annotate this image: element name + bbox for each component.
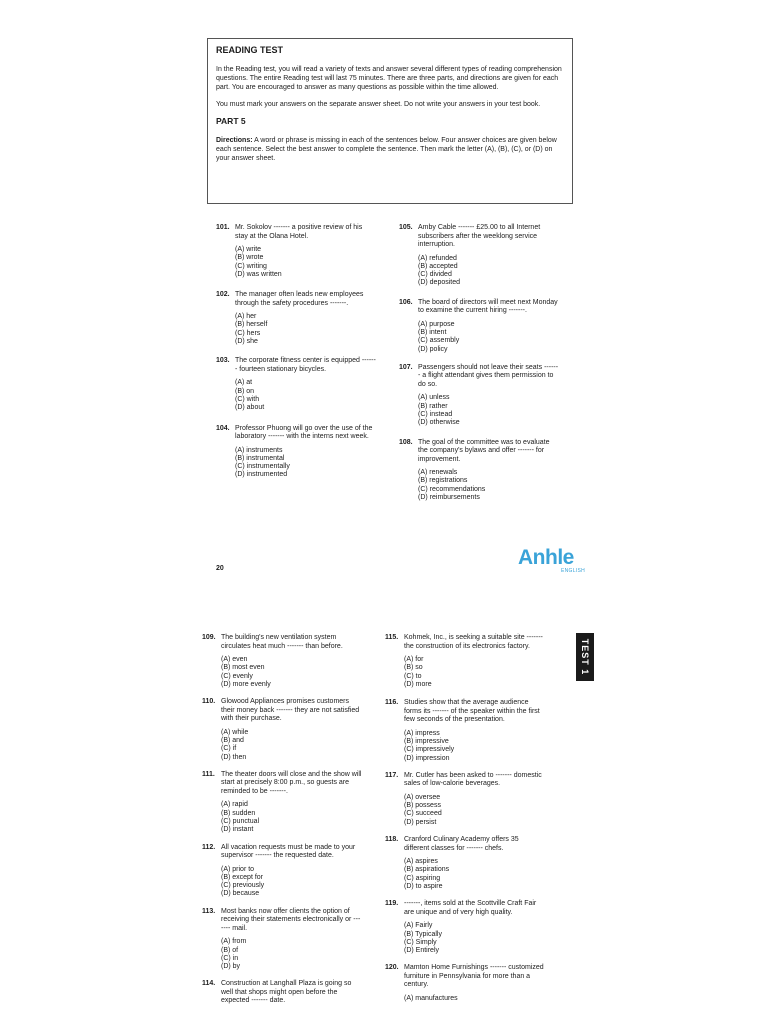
question-text: All vacation requests must be made to your supervisor ------- the requested date. bbox=[221, 843, 356, 860]
question-number: 110. bbox=[202, 698, 216, 706]
answer-option: (A) unless bbox=[418, 394, 450, 402]
question-text: Mr. Cutler has been asked to ------- domestic sales of low-calorie beverages. bbox=[404, 771, 542, 788]
question-item bbox=[399, 299, 559, 354]
question-item bbox=[385, 836, 545, 891]
answer-option: (D) then bbox=[221, 753, 247, 761]
question-item bbox=[216, 357, 376, 412]
answer-option: (B) wrote bbox=[235, 254, 264, 262]
question-number: 115. bbox=[385, 634, 399, 641]
page2-left-questions bbox=[202, 634, 362, 1011]
question-number: 101. bbox=[216, 224, 230, 231]
answer-option: (D) because bbox=[221, 890, 260, 898]
answer-option: (C) with bbox=[235, 395, 260, 403]
question-item bbox=[202, 634, 362, 689]
answer-option: (C) previously bbox=[221, 882, 265, 890]
answer-option: (B) accepted bbox=[418, 262, 458, 270]
question-number: 113. bbox=[202, 907, 216, 915]
question-text: Studies show that the average audience forms its ------- of the speaker within the first few seconds of the presentation. bbox=[404, 699, 540, 724]
question-text: Passengers should not leave their seats ------- a flight attendant gives them permission to do so. bbox=[418, 363, 559, 388]
answer-option: (A) write bbox=[235, 246, 262, 253]
answer-option: (A) refunded bbox=[418, 254, 457, 262]
intro-paragraph-2: You must mark your answers on the separate answer sheet. Do not write your answers in your test book. bbox=[216, 101, 541, 108]
answer-option: (C) recommendations bbox=[418, 485, 486, 493]
question-item bbox=[202, 844, 362, 899]
answer-option: (C) Simply bbox=[404, 938, 437, 946]
answer-option: (B) impressive bbox=[404, 737, 449, 745]
answer-option: (A) while bbox=[221, 728, 249, 736]
answer-option: (C) impressively bbox=[404, 746, 455, 754]
answer-option: (B) possess bbox=[404, 802, 441, 810]
answer-option: (D) instant bbox=[221, 826, 254, 834]
answer-option: (C) aspiring bbox=[404, 874, 441, 882]
answer-option: (B) most even bbox=[221, 664, 265, 672]
question-item bbox=[399, 364, 559, 428]
answer-option: (D) to aspire bbox=[404, 882, 443, 890]
answer-option: (D) persist bbox=[404, 818, 437, 826]
question-item bbox=[385, 964, 545, 1003]
question-number: 111. bbox=[202, 770, 215, 778]
answer-option: (D) deposited bbox=[418, 279, 461, 287]
page1-right-questions bbox=[399, 224, 559, 502]
answer-option: (A) rapid bbox=[221, 801, 248, 809]
question-text: The theater doors will close and the show will start at precisely 8:00 p.m., so guests are reminded to be -------. bbox=[221, 770, 362, 795]
question-text: Professor Phuong will go over the use of the laboratory ------- with the interns next week. bbox=[235, 424, 373, 441]
answer-option: (B) Typically bbox=[404, 930, 442, 938]
test-page-21 bbox=[0, 590, 768, 1024]
question-text: -------, items sold at the Scottville Craft Fair are unique and of very high quality. bbox=[404, 900, 537, 916]
question-item bbox=[385, 772, 545, 827]
answer-option: (B) herself bbox=[235, 321, 268, 329]
page1-left-questions bbox=[216, 224, 376, 480]
logo-sub-text: ENGLISH bbox=[561, 568, 586, 574]
part-heading: PART 5 bbox=[216, 116, 246, 126]
question-number: 120. bbox=[385, 964, 399, 972]
question-text: The manager often leads new employees through the safety procedures -------. bbox=[235, 291, 364, 307]
answer-option: (B) on bbox=[235, 387, 255, 395]
answer-option: (D) more evenly bbox=[221, 680, 271, 688]
question-item bbox=[216, 224, 376, 279]
question-item bbox=[385, 634, 545, 689]
question-text: The goal of the committee was to evaluate the company's bylaws and offer ------- for improvement. bbox=[418, 438, 550, 463]
page-number: 20 bbox=[216, 565, 224, 572]
answer-option: (D) more bbox=[404, 680, 432, 688]
question-text: The building's new ventilation system circulates heat much ------- than before. bbox=[221, 634, 343, 650]
anhle-english-logo bbox=[518, 546, 598, 574]
answer-option: (D) otherwise bbox=[418, 419, 460, 427]
answer-option: (A) instruments bbox=[235, 446, 283, 454]
answer-option: (C) if bbox=[221, 745, 237, 753]
directions-label: Directions: bbox=[216, 137, 253, 144]
answer-option: (B) intent bbox=[418, 328, 447, 336]
answer-option: (C) instrumentally bbox=[235, 463, 290, 471]
question-number: 103. bbox=[216, 357, 230, 365]
answer-option: (A) aspires bbox=[404, 858, 438, 866]
answer-option: (D) instrumented bbox=[235, 471, 288, 479]
answer-option: (D) reimbursements bbox=[418, 493, 480, 501]
question-number: 119. bbox=[385, 900, 399, 908]
answer-option: (B) and bbox=[221, 736, 244, 744]
answer-option: (B) registrations bbox=[418, 477, 468, 485]
question-text: Glowood Appliances promises customers their money back ------- they are not satisfied with their purchase. bbox=[221, 698, 360, 723]
intro-paragraph-1: In the Reading test, you will read a variety of texts and answer several different types of reading comprehension questions. The entire Reading test will last 75 minutes. There are three parts, and directions are given for each part. You are encouraged to answer as many questions as possible within the time allowed. bbox=[216, 66, 562, 91]
question-number: 109. bbox=[202, 634, 216, 641]
answer-option: (B) instrumental bbox=[235, 454, 285, 462]
question-number: 116. bbox=[385, 699, 399, 707]
answer-option: (D) she bbox=[235, 338, 258, 346]
question-item bbox=[202, 980, 362, 1011]
question-number: 102. bbox=[216, 291, 230, 299]
question-number: 104. bbox=[216, 424, 230, 432]
question-item bbox=[399, 439, 559, 503]
question-text: Amby Cable ------- £25.00 to all Internet subscribers after the weeklong service interruption. bbox=[418, 224, 541, 248]
answer-option: (C) in bbox=[221, 954, 239, 962]
answer-option: (A) her bbox=[235, 313, 257, 321]
answer-option: (B) aspirations bbox=[404, 866, 450, 874]
question-item bbox=[216, 291, 376, 346]
answer-option: (D) Entirely bbox=[404, 947, 440, 955]
question-item bbox=[385, 900, 545, 955]
answer-option: (D) by bbox=[221, 963, 241, 971]
question-number: 105. bbox=[399, 224, 413, 231]
answer-option: (D) was written bbox=[235, 270, 282, 278]
question-item bbox=[399, 224, 559, 288]
question-item bbox=[385, 699, 545, 763]
test-1-tab-label: TEST 1 bbox=[580, 638, 590, 676]
answer-option: (B) sudden bbox=[221, 809, 256, 817]
answer-option: (A) oversee bbox=[404, 793, 441, 801]
answer-option: (A) for bbox=[404, 656, 424, 663]
question-text: Mamton Home Furnishings ------- customized furniture in Pennsylvania for more than a century. bbox=[404, 964, 544, 989]
answer-option: (B) except for bbox=[221, 873, 264, 881]
test-1-tab bbox=[576, 633, 594, 681]
question-number: 118. bbox=[385, 836, 399, 844]
answer-option: (A) prior to bbox=[221, 865, 255, 873]
question-number: 108. bbox=[399, 438, 413, 446]
question-item bbox=[202, 908, 362, 972]
answer-option: (A) purpose bbox=[418, 320, 455, 328]
answer-option: (C) succeed bbox=[404, 810, 442, 818]
question-item bbox=[216, 425, 376, 480]
answer-option: (C) punctual bbox=[221, 817, 260, 825]
answer-option: (A) even bbox=[221, 656, 248, 663]
answer-option: (C) hers bbox=[235, 329, 261, 337]
question-text: Kohmek, Inc., is seeking a suitable site ------- the construction of its electronics factory. bbox=[404, 634, 543, 650]
answer-option: (A) renewals bbox=[418, 469, 458, 477]
question-number: 112. bbox=[202, 843, 216, 851]
question-number: 106. bbox=[399, 298, 413, 306]
answer-option: (C) evenly bbox=[221, 672, 253, 680]
question-text: The board of directors will meet next Monday to examine the current hiring -------. bbox=[418, 298, 558, 315]
logo-main-text: Anhle bbox=[518, 546, 574, 569]
answer-option: (B) of bbox=[221, 946, 239, 954]
question-item bbox=[202, 698, 362, 762]
answer-option: (A) manufactures bbox=[404, 994, 458, 1002]
answer-option: (B) so bbox=[404, 664, 423, 672]
answer-option: (C) instead bbox=[418, 410, 453, 418]
answer-option: (C) divided bbox=[418, 271, 452, 279]
question-number: 114. bbox=[202, 980, 216, 988]
question-number: 117. bbox=[385, 771, 399, 779]
reading-test-intro-box bbox=[207, 38, 573, 204]
question-text: Mr. Sokolov ------- a positive review of his stay at the Olana Hotel. bbox=[235, 224, 363, 240]
question-text: The corporate fitness center is equipped ------- fourteen stationary bicycles. bbox=[235, 357, 376, 373]
question-item bbox=[202, 771, 362, 835]
answer-option: (C) to bbox=[404, 672, 422, 680]
answer-option: (B) rather bbox=[418, 402, 448, 410]
answer-option: (D) impression bbox=[404, 754, 450, 762]
question-number: 107. bbox=[399, 363, 413, 371]
question-text: Most banks now offer clients the option of receiving their statements electronically or ------- mail. bbox=[221, 907, 361, 932]
question-text: Construction at Langhall Plaza is going so well that shops might open before the expected ------- date. bbox=[221, 980, 352, 1005]
answer-option: (D) policy bbox=[418, 345, 448, 353]
answer-option: (A) impress bbox=[404, 729, 440, 737]
question-text: Cranford Culinary Academy offers 35 different classes for ------- chefs. bbox=[404, 836, 519, 852]
answer-option: (A) Fairly bbox=[404, 922, 433, 930]
directions-text: A word or phrase is missing in each of the sentences below. Four answer choices are given below each sentence. Select the best answer to complete the sentence. Then mark the letter (A), (B), (C), or (D) on your answer sheet. bbox=[216, 137, 557, 162]
answer-option: (D) about bbox=[235, 404, 265, 412]
answer-option: (A) from bbox=[221, 938, 247, 946]
reading-test-title: READING TEST bbox=[216, 45, 284, 55]
page2-right-questions bbox=[385, 634, 545, 1003]
directions-paragraph bbox=[216, 136, 564, 163]
answer-option: (C) assembly bbox=[418, 337, 460, 345]
answer-option: (C) writing bbox=[235, 262, 267, 270]
answer-option: (A) at bbox=[235, 379, 253, 387]
